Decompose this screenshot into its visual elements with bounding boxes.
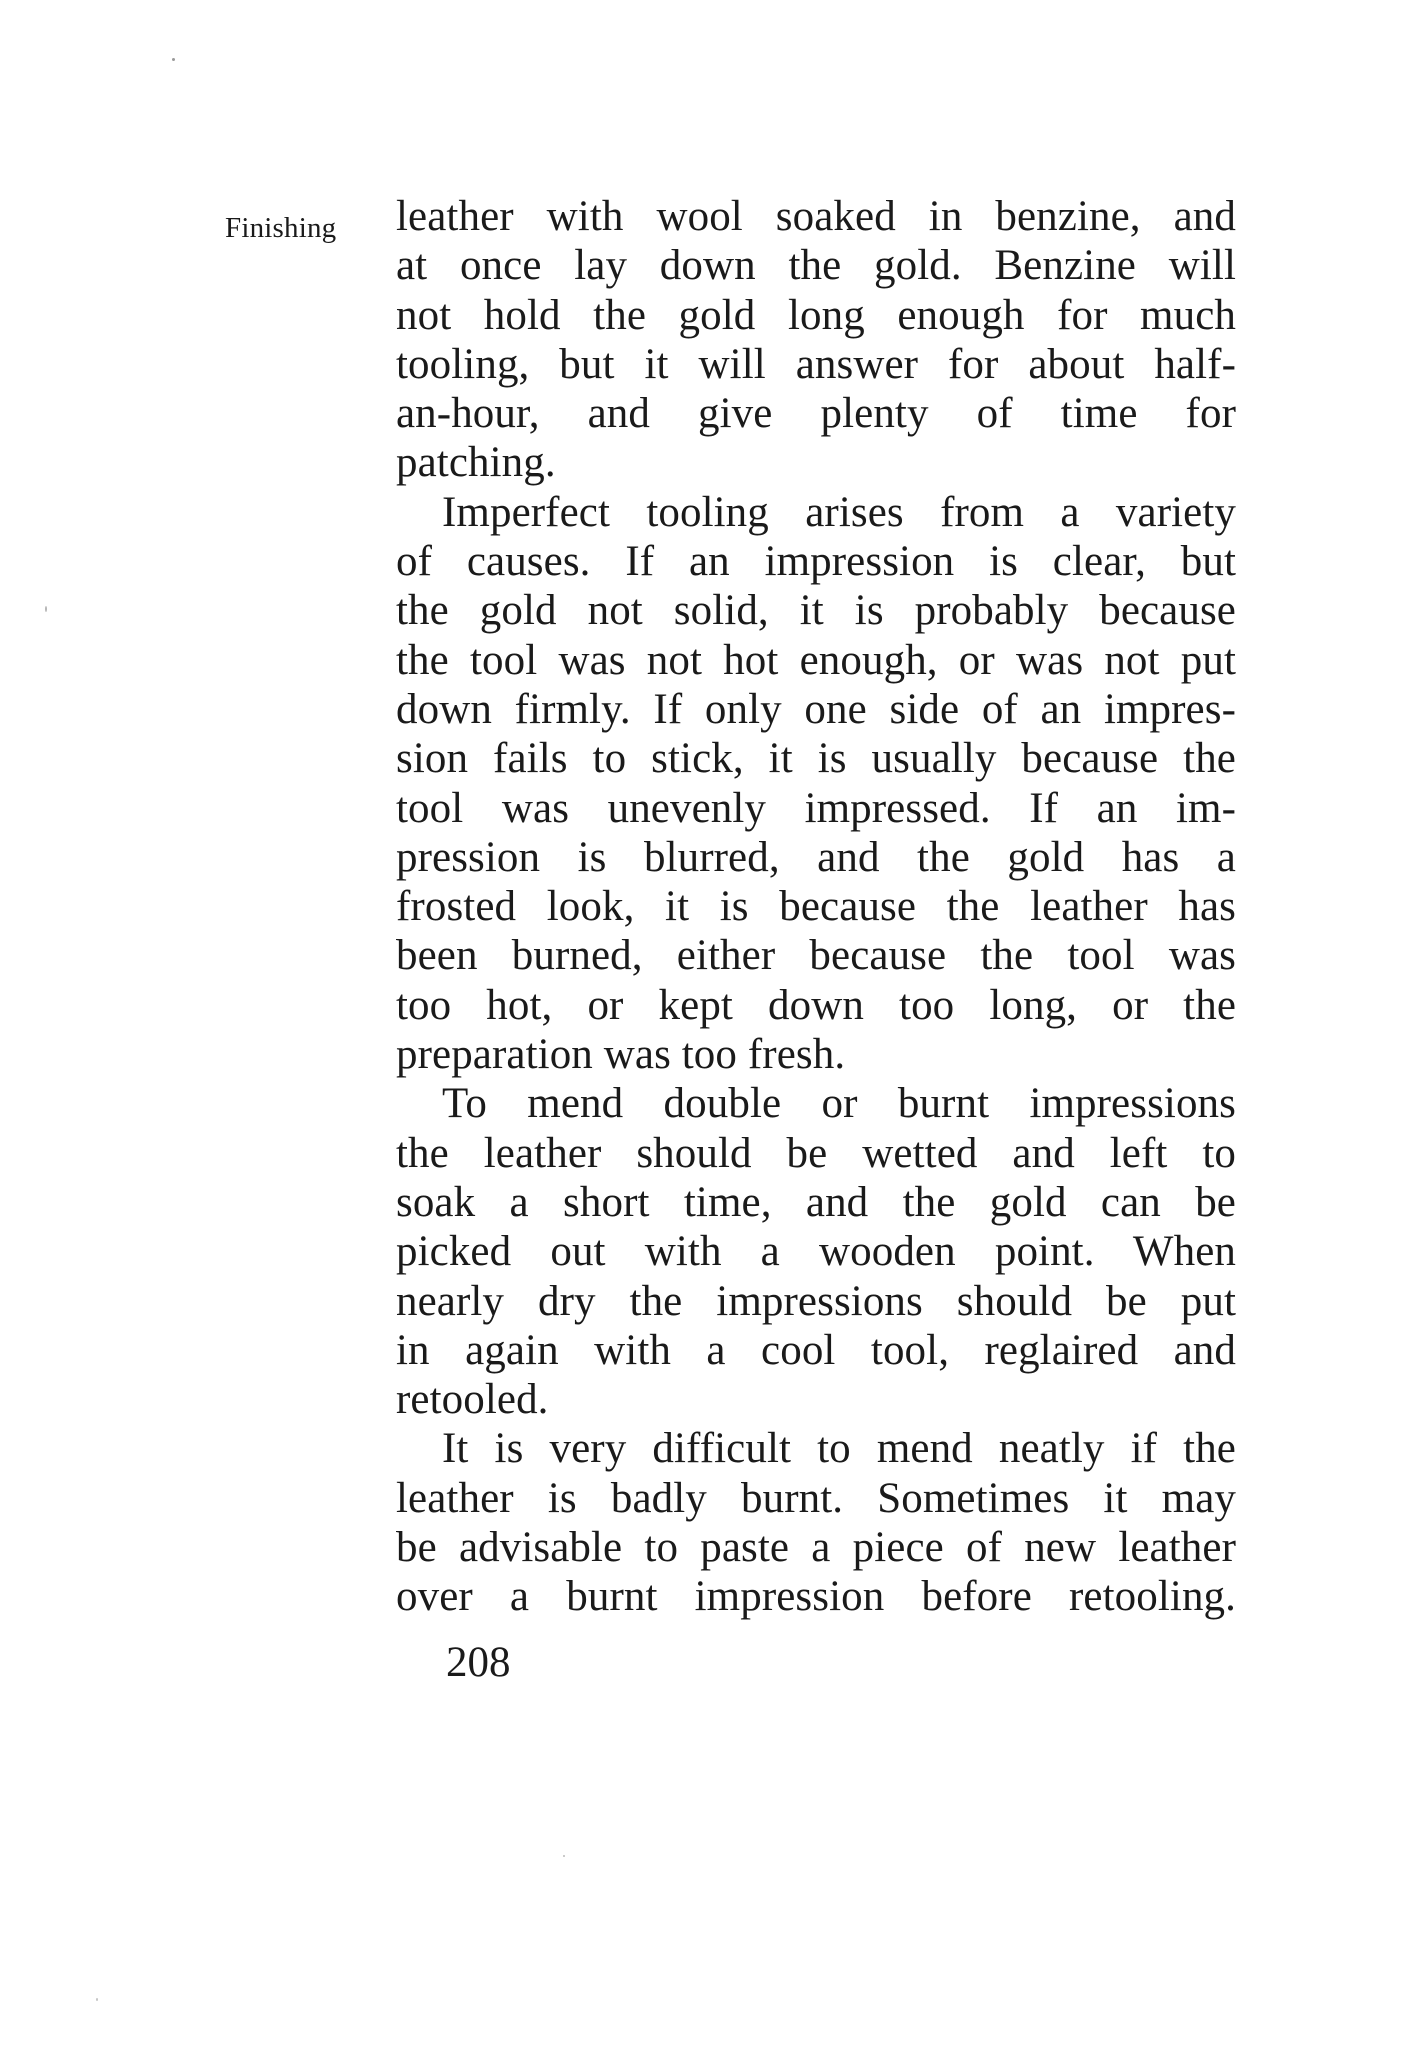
side-heading: Finishing xyxy=(225,212,337,244)
text-line: an-hour, and give plenty of time for xyxy=(396,390,1236,438)
text-line: the leather should be wetted and left to xyxy=(396,1129,1236,1177)
text-line: of causes. If an impression is clear, but xyxy=(396,538,1236,586)
text-line: It is very difficult to mend neatly if the xyxy=(442,1425,1236,1473)
text-line: retooled. xyxy=(396,1376,549,1424)
text-line: been burned, either because the tool was xyxy=(396,932,1236,980)
text-line: preparation was too fresh. xyxy=(396,1031,846,1079)
text-line: frosted look, it is because the leather has xyxy=(396,883,1236,931)
text-line: in again with a cool tool, reglaired and xyxy=(396,1326,1236,1374)
text-line: To mend double or burnt impressions xyxy=(442,1080,1236,1128)
text-line: over a burnt impression before retooling. xyxy=(396,1573,1236,1621)
paper-speck xyxy=(563,1855,565,1857)
text-line: soak a short time, and the gold can be xyxy=(396,1178,1236,1226)
text-line: patching. xyxy=(396,439,556,487)
paper-speck xyxy=(96,1998,98,2001)
body-text xyxy=(396,192,1236,1622)
text-line: be advisable to paste a piece of new leather xyxy=(396,1524,1236,1572)
text-line: leather is badly burnt. Sometimes it may xyxy=(396,1474,1236,1522)
paper-speck xyxy=(172,58,175,61)
text-line: sion fails to stick, it is usually because the xyxy=(396,735,1236,783)
text-line: nearly dry the impressions should be put xyxy=(396,1277,1236,1325)
text-line: not hold the gold long enough for much xyxy=(396,291,1236,339)
text-line: leather with wool soaked in benzine, and xyxy=(396,193,1236,240)
text-line: down firmly. If only one side of an impres- xyxy=(396,685,1236,733)
text-line: picked out with a wooden point. When xyxy=(396,1228,1236,1276)
text-line: at once lay down the gold. Benzine will xyxy=(396,242,1236,290)
text-line: pression is blurred, and the gold has a xyxy=(396,833,1236,881)
text-line: tool was unevenly impressed. If an im- xyxy=(396,784,1236,832)
page-number: 208 xyxy=(446,1639,511,1686)
text-line: Imperfect tooling arises from a variety xyxy=(442,488,1236,536)
paper-speck xyxy=(45,606,47,612)
text-line: the gold not solid, it is probably because xyxy=(396,587,1236,635)
text-line: the tool was not hot enough, or was not put xyxy=(396,636,1236,684)
text-line: tooling, but it will answer for about half- xyxy=(396,340,1236,388)
text-line: too hot, or kept down too long, or the xyxy=(396,981,1236,1029)
